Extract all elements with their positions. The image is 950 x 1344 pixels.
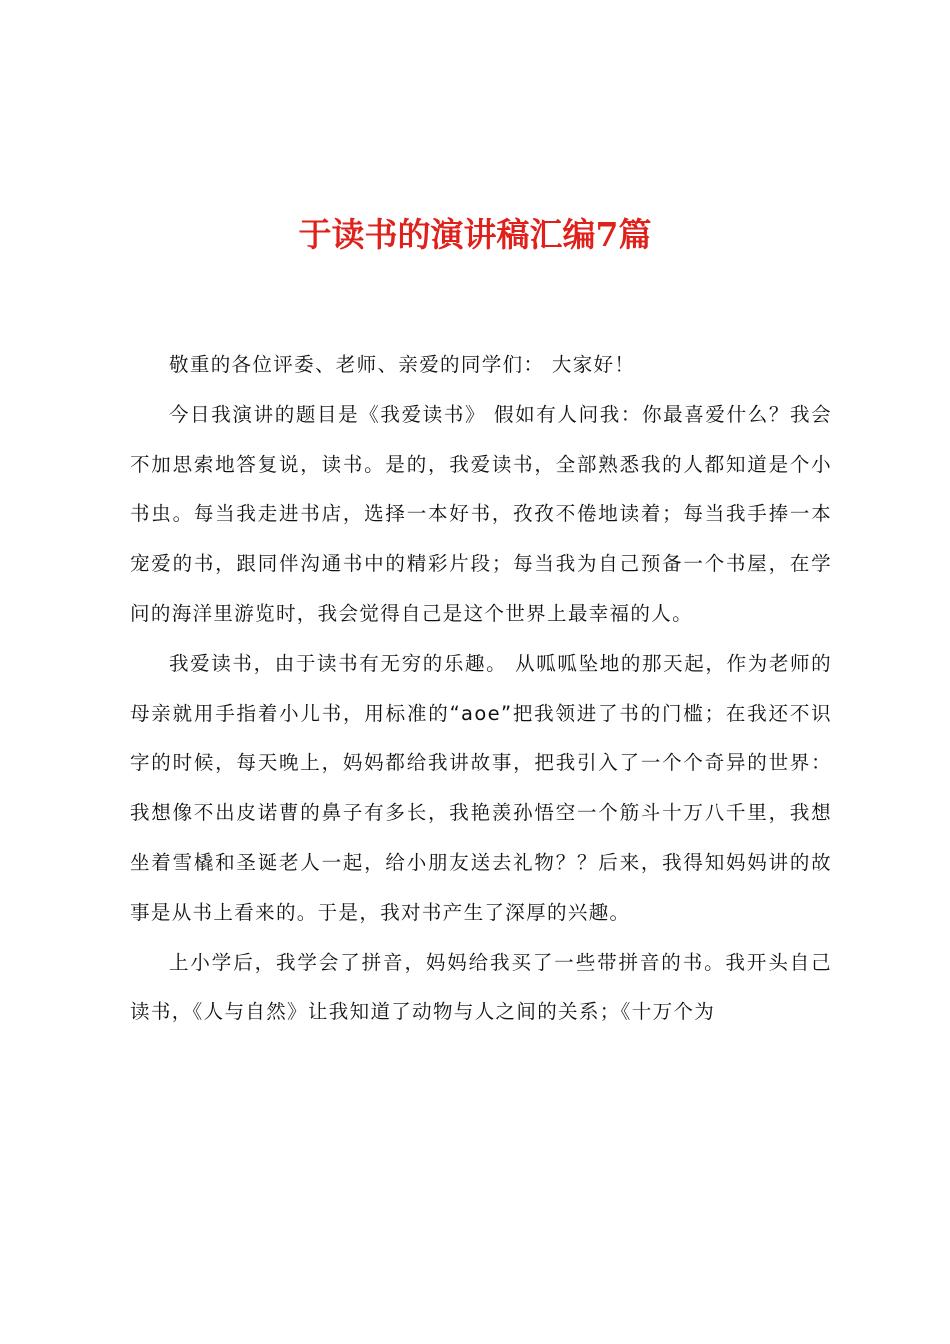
document-body bbox=[130, 340, 832, 1037]
document-title: 于读书的演讲稿汇编7篇 bbox=[298, 215, 652, 254]
paragraph-childhood: 我爱读书，由于读书有无穷的乐趣。 从呱呱坠地的那天起，作为老师的母亲就用手指着小儿书，用标准的“aoe”把我领进了书的门槛；在我还不识字的时候，每天晚上，妈妈都给我讲故事，把我引入了一个个奇异的世界：我想像不出皮诺曹的鼻子有多长，我艳羡孙悟空一个筋斗十万八千里，我想坐着雪橇和圣诞老人一起，给小朋友送去礼物？？后来，我得知妈妈讲的故事是从书上看来的。于是，我对书产生了深厚的兴趣。 bbox=[130, 651, 832, 924]
paragraph-greeting: 敬重的各位评委、老师、亲爱的同学们： 大家好！ bbox=[169, 353, 636, 376]
paragraph-school: 上小学后，我学会了拼音，妈妈给我买了一些带拼音的书。我开头自己读书，《人与自然》让我知道了动物与人之间的关系；《十万个为 bbox=[130, 950, 832, 1024]
paragraph-intro: 今日我演讲的题目是《我爱读书》 假如有人问我：你最喜爱什么？我会不加思索地答复说，读书。是的，我爱读书，全部熟悉我的人都知道是个小书虫。每当我走进书店，选择一本好书，孜孜不倦地读着；每当我手捧一本宠爱的书，跟同伴沟通书中的精彩片段；每当我为自己预备一个书屋，在学问的海洋里游览时，我会觉得自己是这个世界上最幸福的人。 bbox=[130, 402, 832, 625]
